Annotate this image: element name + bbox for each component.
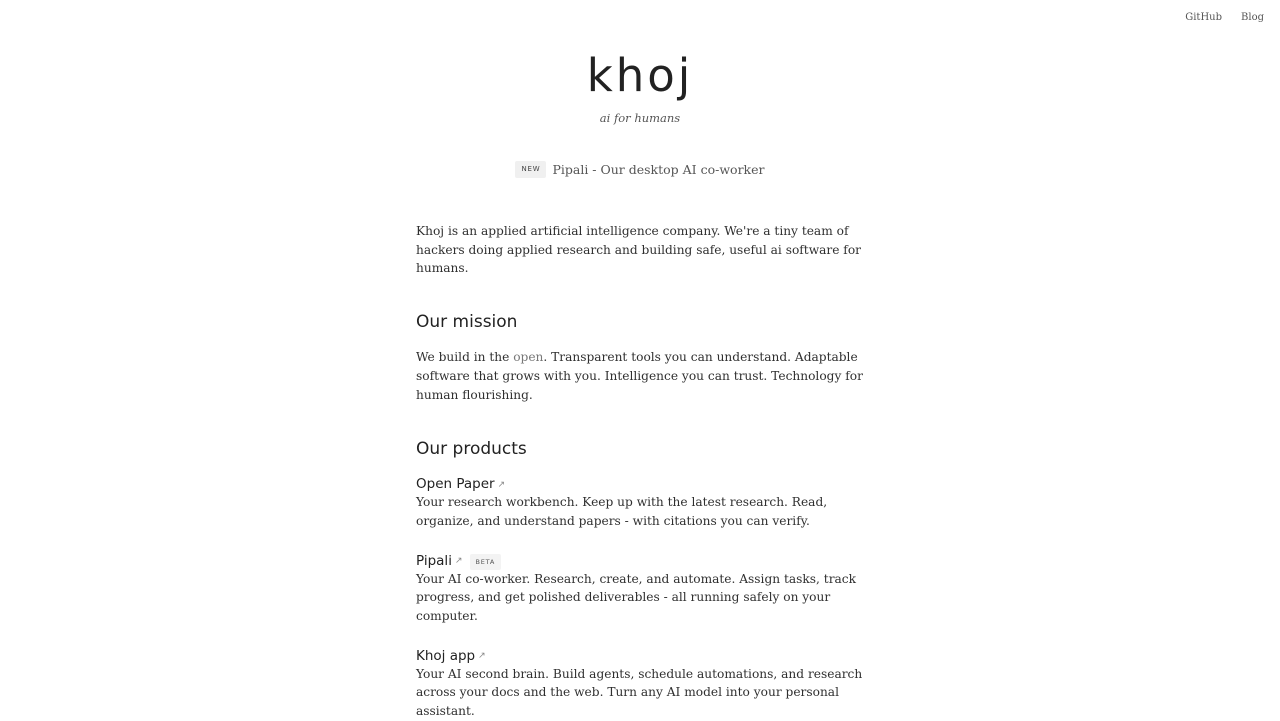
product-title (416, 647, 868, 665)
product-khoj-app (416, 647, 868, 721)
product-title (416, 552, 868, 570)
mission-text (416, 348, 868, 404)
blog-link[interactable]: Blog (1241, 12, 1264, 23)
intro-text: Khoj is an applied artificial intelligence company. We're a tiny team of hackers doing applied research and building safe, useful ai software for humans. (416, 224, 861, 276)
main-content (416, 222, 868, 721)
announcement-banner (0, 161, 1280, 178)
github-link[interactable]: GitHub (1185, 12, 1223, 23)
khoj-app-link[interactable]: Khoj app (416, 647, 476, 664)
new-badge: NEW (515, 161, 546, 178)
product-description: Your research workbench. Keep up with the latest research. Read, organize, and understand papers - with citations you can verify. (416, 495, 828, 528)
product-description: Your AI second brain. Build agents, schedule automations, and research across your docs and the web. Turn any AI model into your personal assistant. (416, 666, 863, 719)
external-arrow-icon[interactable]: ↗ (478, 651, 486, 662)
top-nav (1185, 12, 1264, 23)
mission-heading: Our mission (416, 312, 518, 333)
mission-prefix: We build in the (416, 350, 514, 365)
external-arrow-icon[interactable]: ↗ (497, 479, 506, 490)
tagline: ai for humans (599, 111, 681, 125)
pipali-link[interactable]: Pipali (416, 552, 452, 569)
mission-suffix: . Transparent tools you can understand. Adaptable software that grows with you. Intelligence you can trust. Technology for human flourishing. (416, 350, 863, 402)
product-title (416, 475, 868, 493)
open-link[interactable]: open (513, 350, 544, 365)
announcement-link[interactable]: Pipali - Our desktop AI co-worker (552, 162, 765, 177)
product-open-paper (416, 475, 868, 530)
external-arrow-icon[interactable]: ↗ (454, 556, 463, 567)
products-heading: Our products (416, 439, 527, 460)
open-paper-link[interactable]: Open Paper (416, 476, 495, 493)
beta-badge: BETA (470, 554, 502, 570)
product-pipali (416, 552, 868, 626)
brand-title: khoj (586, 49, 694, 102)
product-description: Your AI co-worker. Research, create, and automate. Assign tasks, track progress, and get polished deliverables - all running safely on your computer. (416, 571, 856, 624)
